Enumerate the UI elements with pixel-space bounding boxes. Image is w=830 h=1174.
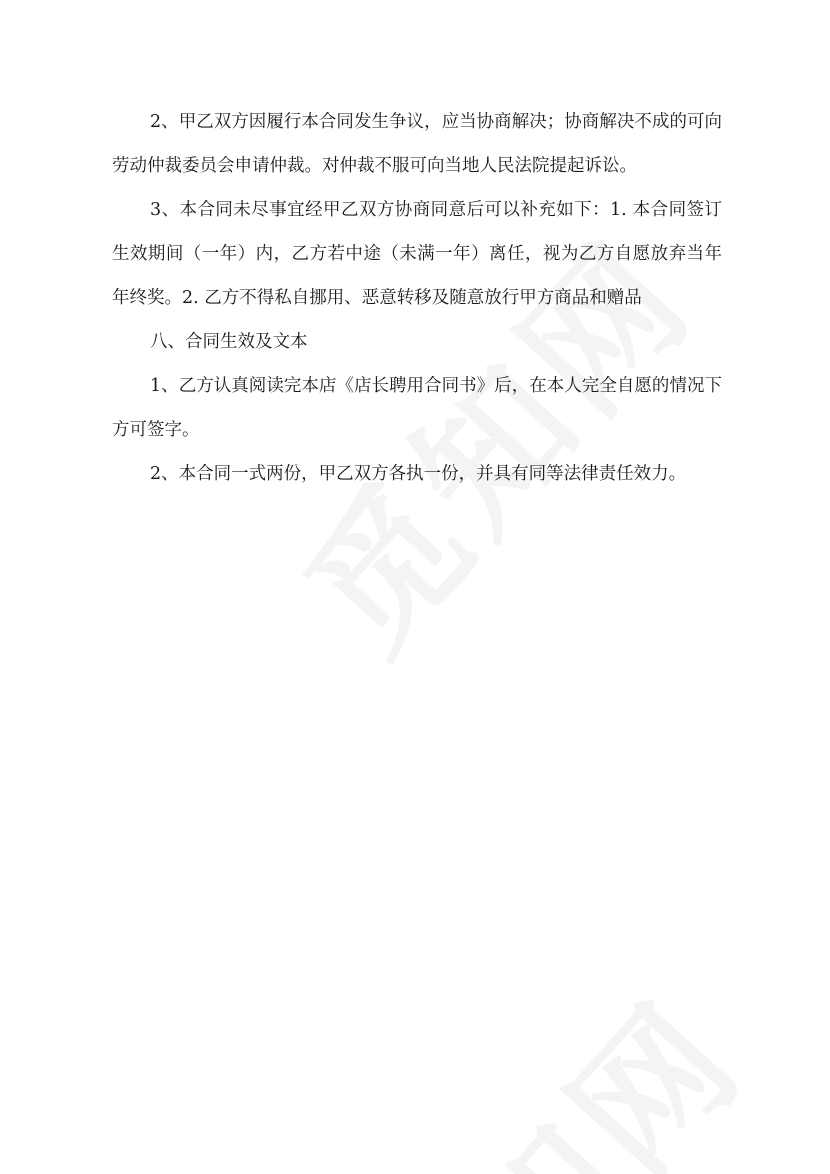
paragraph-dispute-resolution: 2、甲乙双方因履行本合同发生争议，应当协商解决；协商解决不成的可向劳动仲裁委员会申请仲裁。对仲裁不服可向当地人民法院提起诉讼。	[112, 112, 722, 176]
paragraph-supplementary-terms: 3、本合同未尽事宜经甲乙双方协商同意后可以补充如下：1. 本合同签订生效期间（一年）内，乙方若中途（未满一年）离任，视为乙方自愿放弃当年年终奖。2. 乙方不得私自挪用、恶意转移及随意放行甲方商品和赠品	[112, 200, 722, 308]
paragraph-copies: 2、本合同一式两份，甲乙双方各执一份，并具有同等法律责任效力。	[150, 464, 687, 484]
section-heading-contract-effect: 八、合同生效及文本	[150, 332, 308, 352]
watermark-logo	[299, 947, 781, 1174]
paragraph-signing-condition: 1、乙方认真阅读完本店《店长聘用合同书》后，在本人完全自愿的情况下方可签字。	[112, 376, 722, 440]
document-body	[112, 100, 722, 496]
